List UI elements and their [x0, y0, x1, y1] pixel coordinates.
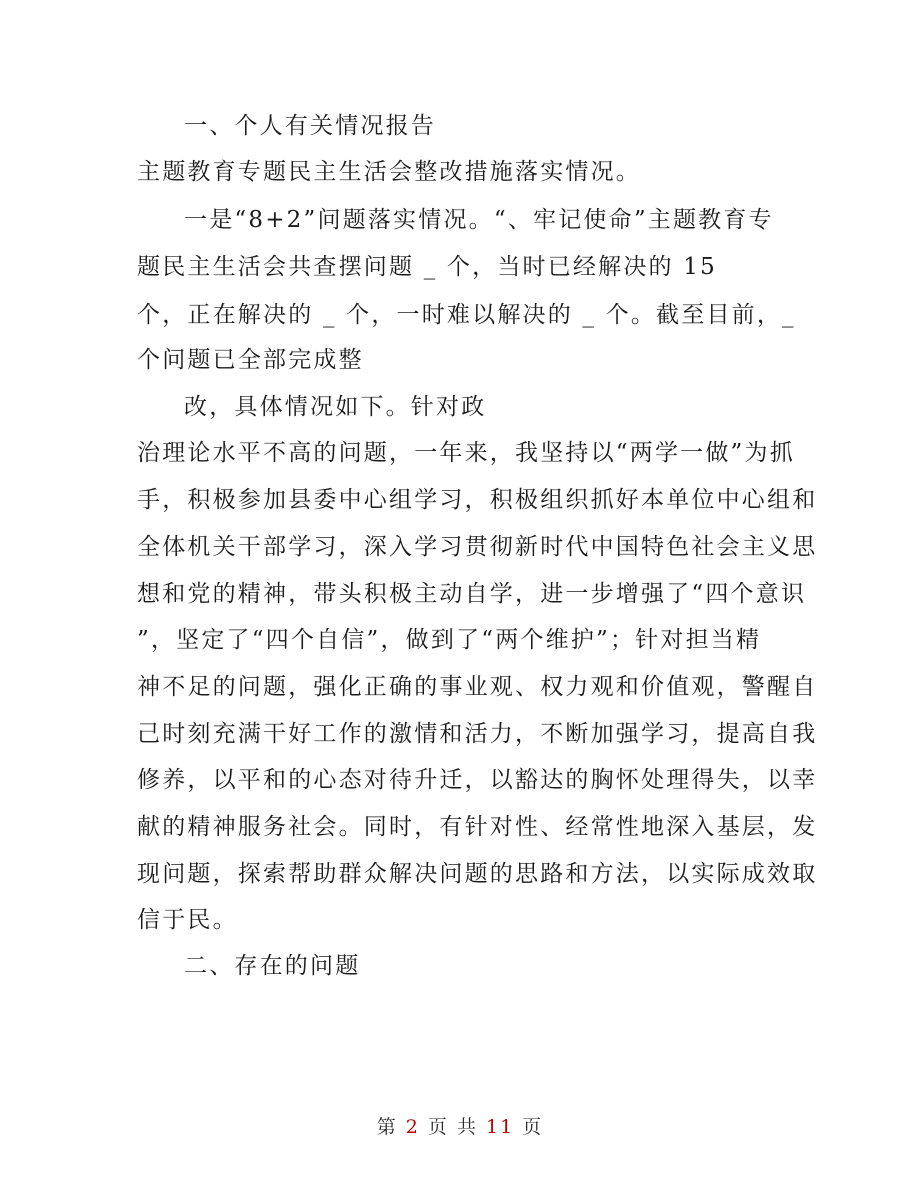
paragraph-line: 想和党的精神，带头积极主动自学，进一步增强了“四个意识	[137, 581, 807, 607]
paragraph-line: 个，正在解决的 _ 个，一时难以解决的 _ 个。截至目前，_	[137, 302, 796, 328]
paragraph-line: 修养，以平和的心态对待升迁，以豁达的胸怀处理得失，以幸	[137, 767, 818, 793]
page-footer	[0, 1112, 920, 1139]
paragraph-line: ”，坚定了“四个自信”，做到了“两个维护”；针对担当精	[137, 627, 762, 653]
paragraph-line: 一是“8+2”问题落实情况。“、牢记使命”主题教育专	[184, 207, 774, 233]
paragraph-line: 主题教育专题民主生活会整改措施落实情况。	[137, 159, 641, 185]
paragraph-line: 治理论水平不高的问题，一年来，我坚持以“两学一做”为抓	[137, 440, 795, 466]
paragraph-line: 己时刻充满干好工作的激情和活力，不断加强学习，提高自我	[137, 721, 818, 747]
paragraph-line: 个问题已全部完成整	[137, 347, 364, 373]
footer-prefix: 第	[376, 1116, 398, 1138]
paragraph-line: 信于民。	[137, 907, 238, 933]
paragraph-line: 献的精神服务社会。同时，有针对性、经常性地深入基层，发	[137, 814, 818, 840]
footer-middle: 页 共	[427, 1116, 478, 1138]
paragraph-line: 改，具体情况如下。针对政	[184, 394, 487, 420]
paragraph-line: 现问题，探索帮助群众解决问题的思路和方法，以实际成效取	[137, 861, 818, 887]
section-heading-existing-problems: 二、存在的问题	[184, 953, 361, 979]
total-pages-number: 11	[486, 1116, 515, 1138]
section-heading-personal-report: 一、个人有关情况报告	[184, 113, 436, 139]
footer-suffix: 页	[522, 1116, 544, 1138]
paragraph-line: 全体机关干部学习，深入学习贯彻新时代中国特色社会主义思	[137, 534, 818, 560]
current-page-number: 2	[405, 1116, 420, 1138]
paragraph-line: 题民主生活会共查摆问题 _ 个，当时已经解决的 15	[137, 254, 717, 280]
paragraph-line: 神不足的问题，强化正确的事业观、权力观和价值观，警醒自	[137, 674, 818, 700]
paragraph-line: 手，积极参加县委中心组学习，积极组织抓好本单位中心组和	[137, 487, 818, 513]
